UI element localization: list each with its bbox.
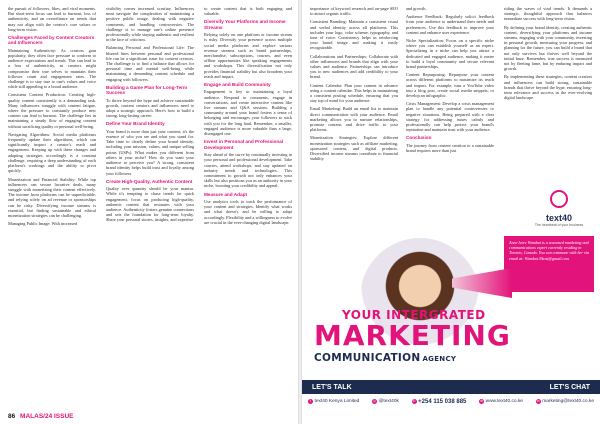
headline-communication: COMMUNICATION	[314, 352, 421, 364]
section-heading: Measure and Adapt	[204, 191, 248, 197]
left-column-1	[8, 6, 96, 414]
paragraph: Audience Feedback: Regularly solicit feedback from your audience to understand their needs and preferences. Use this feedback to improve your content and enhance user experience.	[406, 14, 494, 35]
brand-logo	[528, 190, 590, 227]
paragraph: Content Calendar: Plan your content in advance using a content calendar. This helps in maintaining a consistent posting schedule, ensuring that you stay top of mind for your audience.	[310, 82, 398, 104]
cta-lets-chat: LET'S CHAT	[549, 383, 590, 391]
paragraph: Niche Specialization: Focus on a specific niche where you can establish yourself as an expert. Specializing in a niche can help you attract a dedicated and engaged audience, making it easier to build a loyal community and secure relevant brand partnerships.	[406, 38, 494, 70]
paragraph: To thrive beyond the hype and achieve sustainable growth, content creators and influencers need to adopt a strategic approach. Here's how to build a strong, long-lasting career:	[106, 97, 194, 119]
section-heading: Invest in Personal and Professional Development	[204, 139, 284, 150]
brand-tagline: The heartbeat of your business	[534, 223, 584, 227]
section-heading: Engage and Build Community	[204, 82, 271, 88]
magazine-issue: MALAS/24 ISSUE	[20, 413, 74, 420]
phone-icon: ✆	[412, 399, 416, 403]
headline-top: YOUR INTERGRATED	[342, 308, 486, 322]
section-heading: Building a Game Plan for Long-Term Success	[106, 84, 188, 96]
headline-bottom	[314, 352, 594, 364]
paragraph: and growth.	[406, 6, 427, 11]
paragraph: Relying solely on one platform or income stream is risky. Diversify your presence across multiple social media platforms and explore various revenue streams such as brand partnerships, merchandise, subscriptions, courses, and even offline opportunities like speaking engagements and workshops. This diversification not only provides financial stability but also broadens your reach and impact.	[204, 32, 292, 79]
contact-email	[536, 399, 594, 404]
paragraph: to create content that is both engaging and valuable.	[204, 6, 292, 17]
web-icon: ⊕	[480, 399, 484, 403]
paragraph: Consistent Branding: Maintain a consistent visual and verbal identity across all platforms. This includes your logo, color scheme, typography, and tone of voice. Consistency helps in reinforcing your brand image and making it easily recognizable.	[310, 19, 398, 51]
paragraph: By implementing these strategies, content creators and influencers can build strong, sustainable brands that thrive beyond the hype, ensuring long-term relevance and success in the ever-evolving digital landscape.	[504, 74, 592, 101]
paragraph: Navigating Algorithms: Social media platforms frequently update their algorithms, which can significantly impact a creator's reach and engagement. Keeping up with these changes and adapting strategies accordingly is a constant challenge, requiring a deep understanding of each platform's workings and the ability to pivot quickly.	[8, 131, 96, 174]
facebook-icon: f	[310, 399, 311, 403]
left-page	[0, 0, 298, 424]
paragraph: importance of keyword research and on-page SEO to attract organic traffic.	[310, 6, 398, 17]
cta-bar	[302, 380, 600, 394]
brand-name: text40	[545, 213, 572, 223]
paragraph: riding the waves of viral trends. It demands a strategic, thoughtful approach that balances immediate success with long-term vision.	[504, 6, 592, 22]
contact-text: +254 115 038 885	[418, 398, 467, 405]
paragraph: Use analytics tools to track the performance of your content and strategies. Identify what works and what doesn't, and be willing to adapt accordingly. Flexibility and a willingness to evolve are crucial in the ever-changing digital landscape.	[204, 198, 292, 225]
page-number: 86	[8, 413, 16, 420]
email-icon: ✉	[536, 399, 540, 403]
paragraph: Stay ahead of the curve by continually investing in your personal and professional development. Take courses, attend workshops, and stay updated on industry trends and technologies. This commitment to growth not only enhances your skills but also positions you as an authority in your niche, boosting your credibility and appeal.	[204, 152, 292, 189]
headline-main: MARKETING	[314, 319, 511, 352]
paragraph: visibility comes increased scrutiny. Influencers must navigate the complexities of maintaining a positive public image, dealing with negative comments, and handling controversies. The challenge is to manage one's online presence professionally while staying authentic and resilient in the face of criticism.	[106, 6, 194, 43]
contact-text: text40 Kenya Limited	[314, 399, 360, 404]
paragraph: Monetization and Financial Stability: While top influencers can secure lucrative deals, many struggle with monetizing their content effectively. The income from platforms can be unpredictable, and relying solely on ad revenue or sponsorships can be risky. Diversifying income streams is essential, but finding sustainable and ethical monetization strategies can be challenging.	[8, 176, 96, 218]
author-bio: Anne Ivere Wambui is a seasoned marketing and communications expert currently residing in Toronto, Canada. You can commune with her via email at: Wambui.Nkosi@gmail.com	[509, 240, 589, 261]
contact-facebook	[308, 399, 359, 404]
logo-mark-icon	[550, 190, 568, 208]
contact-text: www.text40.co.ke	[485, 399, 523, 404]
contact-instagram	[372, 399, 399, 404]
section-heading: Conclusion	[406, 135, 432, 141]
paragraph: The journey from content creation to a sustainable brand requires more than just	[406, 142, 494, 154]
paragraph: Consistent Content Production: Creating high-quality content consistently is a demanding task. Many influencers struggle with content fatigue, where the pressure to constantly produce new content can lead to burnout. The challenge lies in maintaining a steady flow of engaging content without sacrificing quality or personal well-being.	[8, 92, 96, 129]
cta-lets-talk: LET'S TALK	[312, 383, 352, 391]
section-heading: Challenges Faced by Content Creators and Influencers	[8, 35, 95, 46]
author-bio-box	[504, 236, 594, 292]
ad-headline	[314, 308, 594, 364]
headline-agency: AGENCY	[422, 355, 457, 363]
contact-phone	[412, 399, 467, 405]
paragraph: the pursuit of followers, likes, and viral moments. But short-term focus can lead to burnout, loss of authenticity, and an overreliance on trends that may not align with the creator's core values or long-term vision.	[8, 6, 96, 32]
section-heading: Diversify Your Platforms and Income Streams	[204, 19, 286, 30]
paragraph: Crisis Management: Develop a crisis management plan to handle any potential controversies or negative situations. Being prepared with a clear strategy for addressing issues calmly and professionally can help protect your brand's reputation and maintain trust with your audience.	[406, 101, 494, 133]
contact-website	[479, 399, 523, 404]
right-page	[302, 0, 600, 424]
contact-text: marketing@text40.co.ke	[542, 399, 594, 404]
paragraph: Monetization Strategies: Explore different monetization strategies such as affiliate marketing, sponsored content, and digital products. Diversified income streams contribute to financial stability	[310, 135, 398, 162]
section-heading: Create High-Quality, Authentic Content	[106, 178, 193, 184]
paragraph: Your brand is more than just your content; it's the essence of who you are and what you stand for. Take time to clearly define your brand identity, including your mission, values, and unique selling points (USPs). What makes you different from others in your niche? How do you want your audience to perceive you? A strong, consistent brand identity helps build trust and loyalty among your followers.	[106, 128, 194, 176]
page-footer	[8, 413, 74, 420]
paragraph: Email Marketing: Build an email list to maintain direct communication with your audience. Email marketing allows you to nurture relationships, promote content, and drive traffic to your platforms.	[310, 106, 398, 133]
section-heading: Define Your Brand Identity	[106, 121, 165, 127]
left-column-3	[204, 6, 292, 414]
paragraph: By defining your brand identity, creating authentic content, diversifying your platforms and income streams, engaging with your community, investing in personal growth, measuring your progress, and planning for the future, you can build a brand that not only survives but thrives well beyond the initial buzz. Remember, true success is measured not by fleeting fame, but by enduring impact and growth.	[504, 24, 592, 72]
left-column-2	[106, 6, 194, 414]
paragraph: Collaborations and Partnerships: Collaborate with other influencers and brands that align with your values and audience. Partnerships can introduce you to new audiences and add credibility to your brand.	[310, 53, 398, 80]
paragraph: Engagement is key to maintaining a loyal audience. Respond to comments, engage in conversations, and create interactive content like live streams and Q&A sessions. Building a community around your brand fosters a sense of belonging and encourages your followers to stick with you for the long haul. Remember, a smaller, engaged audience is more valuable than a large, disengaged one.	[204, 89, 292, 137]
instagram-icon: ◎	[372, 399, 377, 403]
paragraph: Maintaining Authenticity: As creators gain popularity, they often face pressure to conform to audience expectations and trends. This can lead to a loss of authenticity, as creators might compromise their true selves to maintain their follower count and engagement rates. The challenge is to stay true to one's values and voice while still appealing to a broad audience.	[8, 47, 96, 90]
paragraph: Managing Public Image: With increased	[8, 221, 78, 227]
paragraph: Quality over quantity should be your mantra. While it's tempting to chase trends for quick engagement, focus on producing high-quality, authentic content that resonates with your audience. Authenticity fosters genuine connections and sets the foundation for long-term loyalty. Share your personal stories, insights, and expertise	[106, 186, 194, 223]
paragraph: Balancing Personal and Professional Life: The blurred lines between personal and professional life can be a significant issue for content creators. The challenge is to find a balance that allows for personal time and mental well-being while maintaining a demanding content schedule and engaging with followers.	[106, 45, 194, 82]
contact-bar	[302, 395, 600, 408]
paragraph: Content Repurposing: Repurpose your content across different platforms to maximize its reach and impact. For example, turn a YouTube video into a blog post, create social media snippets, or develop an infographic.	[406, 72, 494, 99]
contact-text: @text40k	[378, 399, 399, 404]
